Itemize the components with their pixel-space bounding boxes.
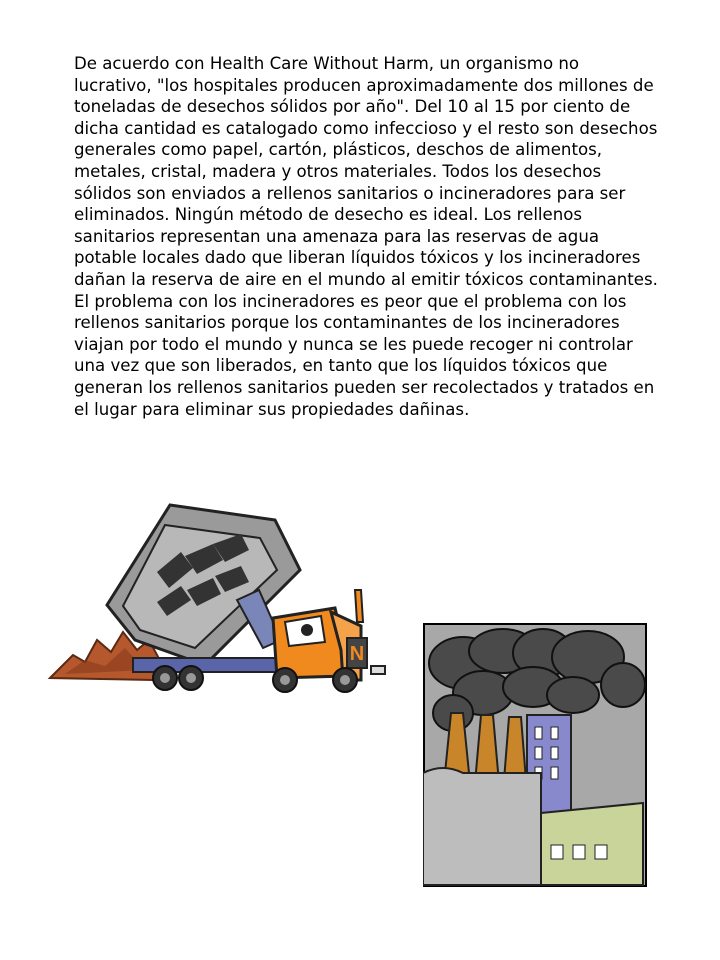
paragraph-line: El problema con los incineradores es peor que el problema con los xyxy=(74,291,627,311)
low-building xyxy=(541,803,643,885)
paragraph-line: potable locales dado que liberan líquidos tóxicos y los incineradores xyxy=(74,248,641,268)
paragraph-line: rellenos sanitarios porque los contaminantes de los incineradores xyxy=(74,313,620,333)
paragraph-line: toneladas de desechos sólidos por año". Del 10 al 15 por ciento de xyxy=(74,97,631,117)
paragraph-line: De acuerdo con Health Care Without Harm, un organismo no xyxy=(74,54,580,73)
paragraph-line: eliminados. Ningún método de desecho es ideal. Los rellenos xyxy=(74,205,583,225)
paragraph-line: dañan la reserva de aire en el mundo al emitir tóxicos contaminantes. xyxy=(74,269,658,289)
truck-door-letter: N xyxy=(349,643,365,665)
paragraph-line: sólidos son enviados a rellenos sanitarios o incineradores para ser xyxy=(74,183,626,203)
paragraph-line: una vez que son liberados, en tanto que los líquidos tóxicos que xyxy=(74,356,608,376)
paragraph-line: generan los rellenos sanitarios pueden ser recolectados y tratados en xyxy=(74,377,655,397)
dump-truck-illustration xyxy=(45,490,395,700)
factory-illustration xyxy=(423,623,647,887)
ground xyxy=(423,768,541,885)
paragraph-line: generales como papel, cartón, plásticos, deschos de alimentos, xyxy=(74,140,603,160)
paragraph-line: metales, cristal, madera y otros materiales. Todos los desechos xyxy=(74,161,602,181)
paragraph-line: dicha cantidad es catalogado como infeccioso y el resto son desechos xyxy=(74,118,658,138)
paragraph-line: sanitarios representan una amenaza para las reservas de agua xyxy=(74,226,600,246)
body-paragraph xyxy=(74,53,674,420)
paragraph-line: viajan por todo el mundo y nunca se les puede recoger ni controlar xyxy=(74,334,633,354)
paragraph-line: lucrativo, "los hospitales producen aproximadamente dos millones de xyxy=(74,75,654,95)
truck-cab xyxy=(273,590,367,680)
paragraph-line: el lugar para eliminar sus propiedades dañinas. xyxy=(74,399,470,419)
